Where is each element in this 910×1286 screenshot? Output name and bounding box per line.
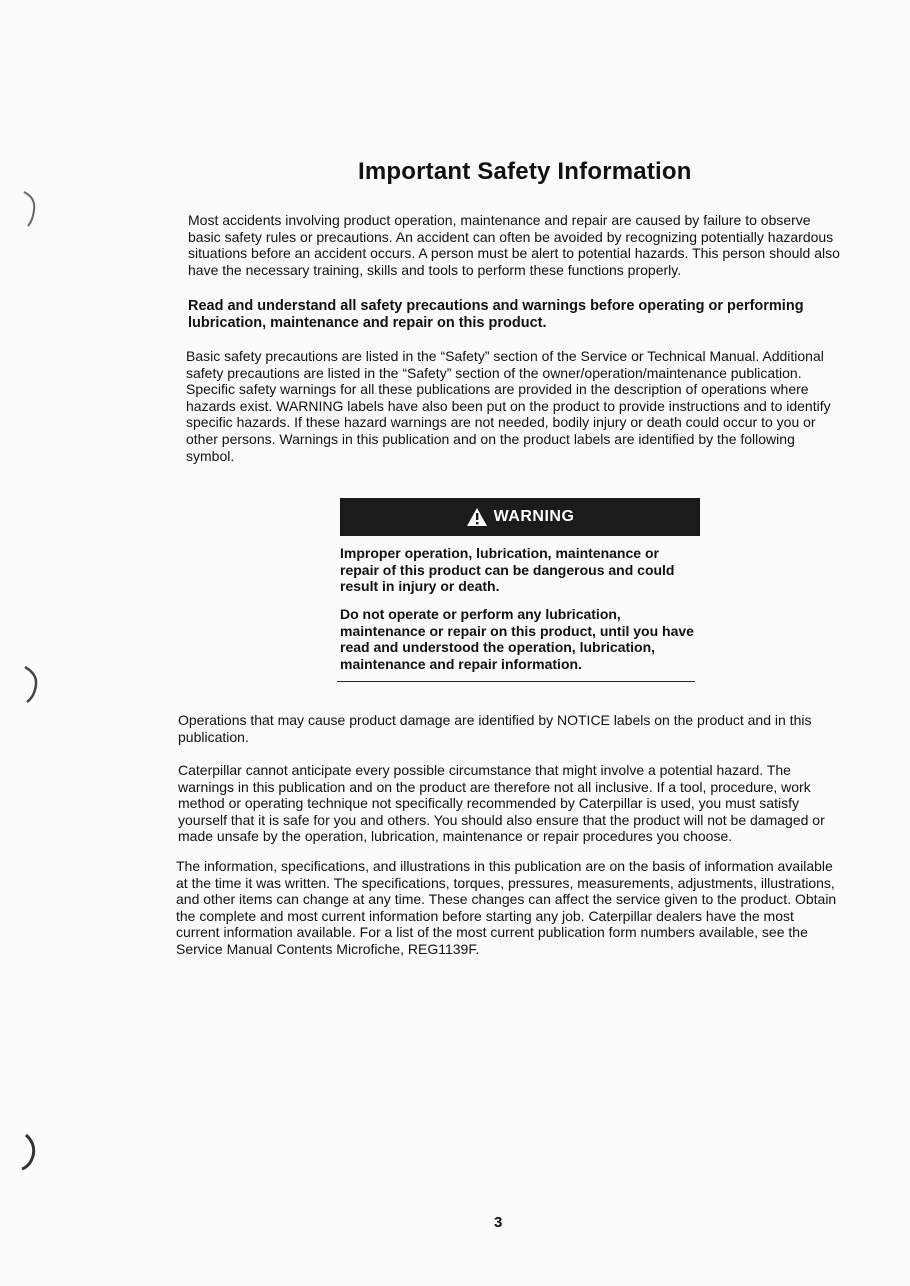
warning-text-1: Improper operation, lubrication, maintenance or repair of this product can be dangerous and could result in injury or death. xyxy=(340,545,675,594)
warning-divider xyxy=(337,681,695,682)
binding-hole-mark-middle xyxy=(22,664,40,704)
caterpillar-paragraph: Caterpillar cannot anticipate every possible circumstance that might involve a potential hazard. The warnings in this publication and on the product are therefore not all inclusive. If a tool, procedure, work method or operating technique not specifically recommended by Caterpillar is used, you must satisfy yourself that it is safe for you and others. You should also ensure that the product will not be damaged or made unsafe by the operation, lubrication, maintenance or repair procedures you choose. xyxy=(178,762,825,845)
binding-hole-mark-top xyxy=(20,188,38,228)
binding-hole-mark-bottom xyxy=(20,1132,38,1172)
page-title: Important Safety Information xyxy=(358,158,692,185)
warning-text-2: Do not operate or perform any lubrication, maintenance or repair on this product, until you have read and understood the operation, lubrication, maintenance and repair information. xyxy=(340,606,694,672)
warning-label: WARNING xyxy=(493,508,575,525)
warning-banner xyxy=(340,498,700,536)
page-number: 3 xyxy=(494,1214,503,1231)
notice-paragraph: Operations that may cause product damage are identified by NOTICE labels on the product and in this publication. xyxy=(178,712,812,745)
read-understand-paragraph: Read and understand all safety precautions and warnings before operating or performing lubrication, maintenance and repair on this product. xyxy=(188,298,804,331)
intro-paragraph: Most accidents involving product operation, maintenance and repair are caused by failure to observe basic safety rules or precautions. An accident can often be avoided by recognizing potentially hazardous situations before an accident occurs. A person must be alert to potential hazards. This person should also have the necessary training, skills and tools to perform these functions properly. xyxy=(188,212,840,278)
basic-precautions-paragraph: Basic safety precautions are listed in the “Safety” section of the Service or Technical Manual. Additional safety precautions are listed in the “Safety” section of the owner/operation/maintenance publication. Specific safety warnings for all these publications are provided in the description of operations where hazards exist. WARNING labels have also been put on the product to provide instructions and to identify specific hazards. If these hazard warnings are not needed, bodily injury or death could occur to you or other persons. Warnings in this publication and on the product labels are identified by the following symbol. xyxy=(186,348,831,464)
warning-triangle-icon xyxy=(466,507,488,527)
information-paragraph: The information, specifications, and illustrations in this publication are on the basis of information available at the time it was written. The specifications, torques, pressures, measurements, adjustments, illustrations, and other items can change at any time. These changes can affect the service given to the product. Obtain the complete and most current information before starting any job. Caterpillar dealers have the most current information available. For a list of the most current publication form numbers available, see the Service Manual Contents Microfiche, REG1139F. xyxy=(176,858,837,957)
